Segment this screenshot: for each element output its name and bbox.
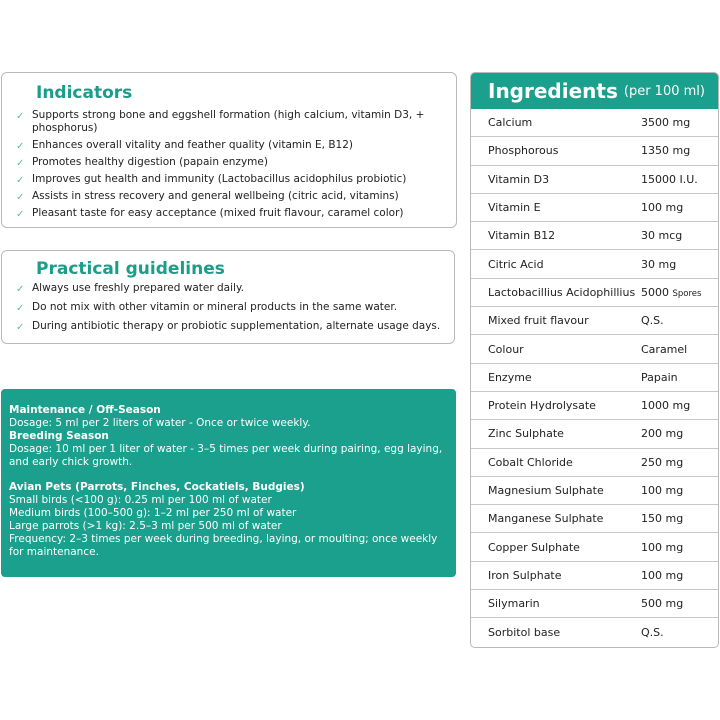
breeding-title: Breeding Season: [9, 430, 109, 442]
check-icon: ✓: [16, 158, 25, 169]
ingredient-row: [471, 618, 718, 646]
ingredient-name: Colour: [488, 342, 524, 356]
ingredients-subtitle: (per 100 ml): [623, 83, 705, 99]
ingredient-name: Mixed fruit flavour: [488, 314, 589, 328]
avian-line: Medium birds (100–500 g): 1–2 ml per 250 ml of water: [9, 507, 297, 519]
breeding-text: Dosage: 10 ml per 1 liter of water - 3–5 times per week during pairing, egg laying, and early chick growth.: [9, 443, 443, 468]
ingredient-amount: 30 mg: [641, 257, 677, 271]
check-icon: ✓: [16, 175, 25, 186]
ingredient-amount: 200 mg: [641, 427, 684, 441]
ingredient-name: Lactobacillius Acidophillius: [488, 285, 636, 299]
ingredient-row: [471, 166, 718, 194]
ingredient-row: [471, 250, 718, 278]
ingredient-amount: 15000 I.U.: [641, 172, 698, 186]
indicator-item: ✓ Supports strong bone and eggshell formation (high calcium, vitamin D3, + phosphorus): [16, 109, 425, 134]
ingredient-name: Phosphorous: [488, 144, 559, 158]
maintenance-text: Dosage: 5 ml per 2 liters of water - Once or twice weekly.: [9, 417, 311, 429]
indicator-item: ✓ Improves gut health and immunity (Lactobacillus acidophilus probiotic): [16, 173, 407, 186]
ingredient-name: Protein Hydrolysate: [488, 399, 596, 413]
ingredient-row: [471, 562, 718, 590]
ingredient-name: Vitamin E: [488, 201, 541, 215]
check-icon: ✓: [16, 141, 25, 152]
ingredient-row: [471, 137, 718, 165]
ingredient-amount: 1000 mg: [641, 399, 691, 413]
ingredient-row: [471, 590, 718, 618]
check-icon: ✓: [16, 111, 25, 122]
ingredient-row: [471, 364, 718, 392]
guideline-item: ✓ During antibiotic therapy or probiotic supplementation, alternate usage days.: [16, 320, 441, 333]
ingredient-amount: 100 mg: [641, 484, 684, 497]
ingredient-row: [471, 222, 718, 250]
ingredient-name: Vitamin D3: [488, 172, 550, 186]
ingredient-row: [471, 307, 718, 335]
indicator-item: ✓ Enhances overall vitality and feather quality (vitamin E, B12): [16, 139, 353, 152]
avian-title: Avian Pets (Parrots, Finches, Cockatiels, Budgies): [9, 481, 305, 493]
ingredient-row: [471, 420, 718, 448]
ingredient-amount: Q.S.: [641, 625, 664, 639]
ingredient-name: Iron Sulphate: [488, 568, 562, 582]
ingredient-name: Silymarin: [488, 597, 540, 611]
indicator-item: ✓ Promotes healthy digestion (papain enzyme): [16, 156, 268, 169]
ingredient-amount: 100 mg: [641, 540, 684, 554]
avian-line: Frequency: 2–3 times per week during breeding, laying, or moulting; once weekly for maintenance.: [9, 533, 438, 558]
ingredient-name: Citric Acid: [488, 257, 544, 271]
ingredient-amount: Papain: [641, 370, 678, 384]
ingredient-row: [471, 194, 718, 222]
ingredients-rows: [471, 109, 718, 647]
ingredient-row: [471, 279, 718, 307]
check-icon: ✓: [16, 303, 25, 314]
ingredient-name: Cobalt Chloride: [488, 455, 573, 469]
guideline-item: ✓ Always use freshly prepared water daily.: [16, 282, 245, 295]
ingredients-table: [470, 72, 719, 648]
ingredient-row: [471, 335, 718, 363]
guidelines-title: Practical guidelines: [36, 259, 225, 279]
ingredient-amount: 30 mcg: [641, 229, 683, 243]
ingredient-amount: 5000 Spores: [641, 285, 702, 299]
ingredient-name: Sorbitol base: [488, 625, 561, 639]
check-icon: ✓: [16, 284, 25, 295]
avian-line: Small birds (<100 g): 0.25 ml per 100 ml of water: [9, 494, 272, 506]
ingredient-unit: Spores: [672, 288, 702, 299]
ingredient-row: [471, 477, 718, 505]
ingredient-amount: 1350 mg: [641, 144, 691, 158]
ingredient-amount: 100 mg: [641, 568, 684, 582]
ingredient-row: [471, 533, 718, 561]
guideline-item: ✓ Do not mix with other vitamin or mineral products in the same water.: [16, 301, 398, 314]
ingredient-name: Zinc Sulphate: [488, 427, 564, 441]
ingredient-name: Manganese Sulphate: [488, 512, 604, 526]
ingredient-amount: Q.S.: [641, 314, 664, 328]
avian-line: Large parrots (>1 kg): 2.5–3 ml per 500 ml of water: [9, 520, 282, 532]
ingredients-header: [471, 73, 718, 109]
ingredient-amount: 100 mg: [641, 201, 684, 215]
ingredient-row: [471, 505, 718, 533]
ingredient-amount: 250 mg: [641, 455, 684, 469]
check-icon: ✓: [16, 322, 25, 333]
ingredient-row: [471, 109, 718, 137]
ingredients-title: Ingredients: [488, 79, 618, 103]
ingredient-amount: Caramel: [641, 342, 688, 356]
indicators-title: Indicators: [36, 83, 133, 103]
indicator-item: ✓ Pleasant taste for easy acceptance (mixed fruit flavour, caramel color): [16, 207, 404, 220]
check-icon: ✓: [16, 192, 25, 203]
indicators-card: [1, 72, 457, 228]
indicators-list: [2, 109, 442, 224]
ingredient-amount: 3500 mg: [641, 116, 691, 130]
ingredient-name: Magnesium Sulphate: [488, 484, 604, 497]
check-icon: ✓: [16, 209, 25, 220]
maintenance-title: Maintenance / Off-Season: [9, 404, 161, 416]
ingredient-amount: 150 mg: [641, 512, 684, 526]
guidelines-card: [1, 250, 455, 344]
indicator-item: ✓ Assists in stress recovery and general wellbeing (citric acid, vitamins): [16, 190, 399, 203]
ingredient-row: [471, 449, 718, 477]
ingredient-row: [471, 392, 718, 420]
ingredient-name: Calcium: [488, 116, 533, 130]
ingredient-name: Copper Sulphate: [488, 540, 580, 554]
ingredient-amount: 500 mg: [641, 597, 684, 611]
guidelines-list: [2, 282, 442, 339]
dosage-box: [1, 389, 456, 577]
ingredient-name: Vitamin B12: [488, 229, 556, 243]
ingredient-name: Enzyme: [488, 370, 532, 384]
